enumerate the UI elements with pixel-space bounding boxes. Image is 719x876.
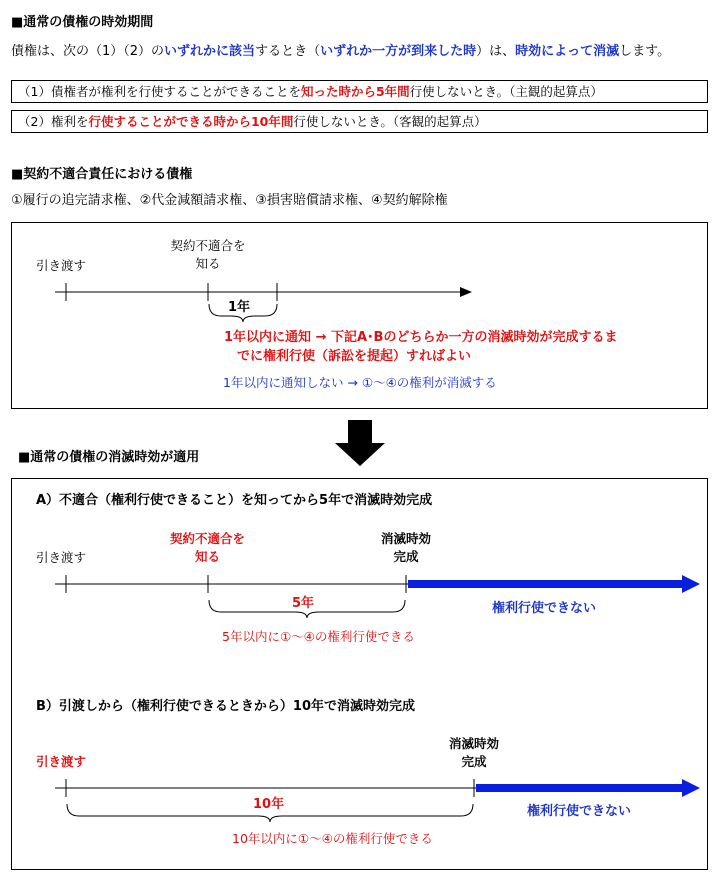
- intro-emph-1: いずれかに該当: [164, 44, 256, 59]
- diagram1-label-know-line2: 知る: [195, 256, 221, 271]
- caseB-title: B）引渡しから（権利行使できるときから）10年で消滅時効完成: [36, 699, 415, 714]
- row2-text-2: 行使しないとき。（客観的起算点）: [293, 114, 487, 129]
- caseB-blue-arrowhead: [682, 779, 700, 797]
- diagram1-timeline: [55, 283, 472, 322]
- caseA-label-know-line1: 契約不適合を: [169, 531, 245, 546]
- caseB-note: 10年以内に①～④の権利行使できる: [232, 831, 433, 846]
- caseB-label-deliver: 引き渡す: [36, 754, 87, 769]
- caseA-note: 5年以内に①～④の権利行使できる: [222, 629, 415, 644]
- diagram1-arrowhead: [460, 287, 472, 297]
- section1-heading: ■通常の債権の時効期間: [11, 15, 154, 30]
- caseA-label-know-line2: 知る: [194, 549, 220, 564]
- caseA-period: 5年: [292, 596, 315, 611]
- caseA-brace: [209, 600, 405, 618]
- intro-text-2: するとき（: [255, 44, 321, 59]
- caseA-blue-arrowhead: [682, 575, 700, 593]
- row2-emph: 行使することができる時から10年間: [88, 114, 294, 129]
- caseA-label-complete-line1: 消滅時効: [380, 531, 431, 546]
- intro-text-3: ）は、: [476, 44, 516, 59]
- caseB-label-complete-line1: 消滅時効: [448, 736, 499, 751]
- row2-text-1: （2）権利を: [18, 114, 89, 129]
- caseB-brace: [67, 804, 473, 822]
- caseA-label-deliver: 引き渡す: [36, 550, 87, 565]
- diagram1-brace: [209, 304, 277, 322]
- diagram1-label-know-line1: 契約不適合を: [170, 238, 246, 253]
- intro-emph-2: いずれか一方が到来した時: [320, 44, 477, 59]
- section2-heading: ■契約不適合責任における債権: [11, 167, 193, 182]
- caseB-blue-arrow-shaft: [476, 784, 684, 792]
- caseB-cannot: 権利行使できない: [527, 804, 632, 819]
- caseA-title: A）不適合（権利行使できること）を知ってから5年で消滅時効完成: [36, 493, 433, 508]
- caseA-label-complete-line2: 完成: [393, 549, 419, 564]
- caseB-timeline: [55, 779, 700, 822]
- diagram1-note-red-line2: でに権利行使（訴訟を提起）すればよい: [237, 349, 472, 364]
- caseA-cannot: 権利行使できない: [492, 601, 597, 616]
- row1-text-2: 行使しないとき。（主観的起算点）: [409, 84, 603, 99]
- intro-emph-3: 時効によって消滅: [515, 44, 620, 59]
- caseB-period: 10年: [253, 797, 285, 812]
- diagram1-note-red-line1: 1年以内に通知 → 下記A･Bのどちらか一方の消滅時効が完成するま: [224, 330, 618, 345]
- intro-text-1: 債権は、次の（1）（2）の: [11, 44, 165, 59]
- section3-heading: ■通常の債権の消滅時効が適用: [18, 450, 200, 465]
- intro-text-4: します。: [619, 44, 671, 59]
- big-down-arrow-icon: [335, 420, 385, 466]
- row1-text-1: （1）債権者が権利を行使することができることを: [18, 84, 301, 99]
- row1-emph: 知った時から5年間: [300, 84, 410, 99]
- caseB-label-complete-line2: 完成: [461, 754, 487, 769]
- rights-list: ①履行の追完請求権、②代金減額請求権、③損害賠償請求権、④契約解除権: [11, 193, 448, 208]
- diagram1-note-blue: 1年以内に通知しない → ①～④の権利が消滅する: [223, 375, 497, 390]
- diagram1-period: 1年: [228, 300, 251, 315]
- caseA-timeline: [55, 575, 700, 618]
- diagram1-label-deliver: 引き渡す: [36, 258, 87, 273]
- caseA-blue-arrow-shaft: [408, 580, 684, 588]
